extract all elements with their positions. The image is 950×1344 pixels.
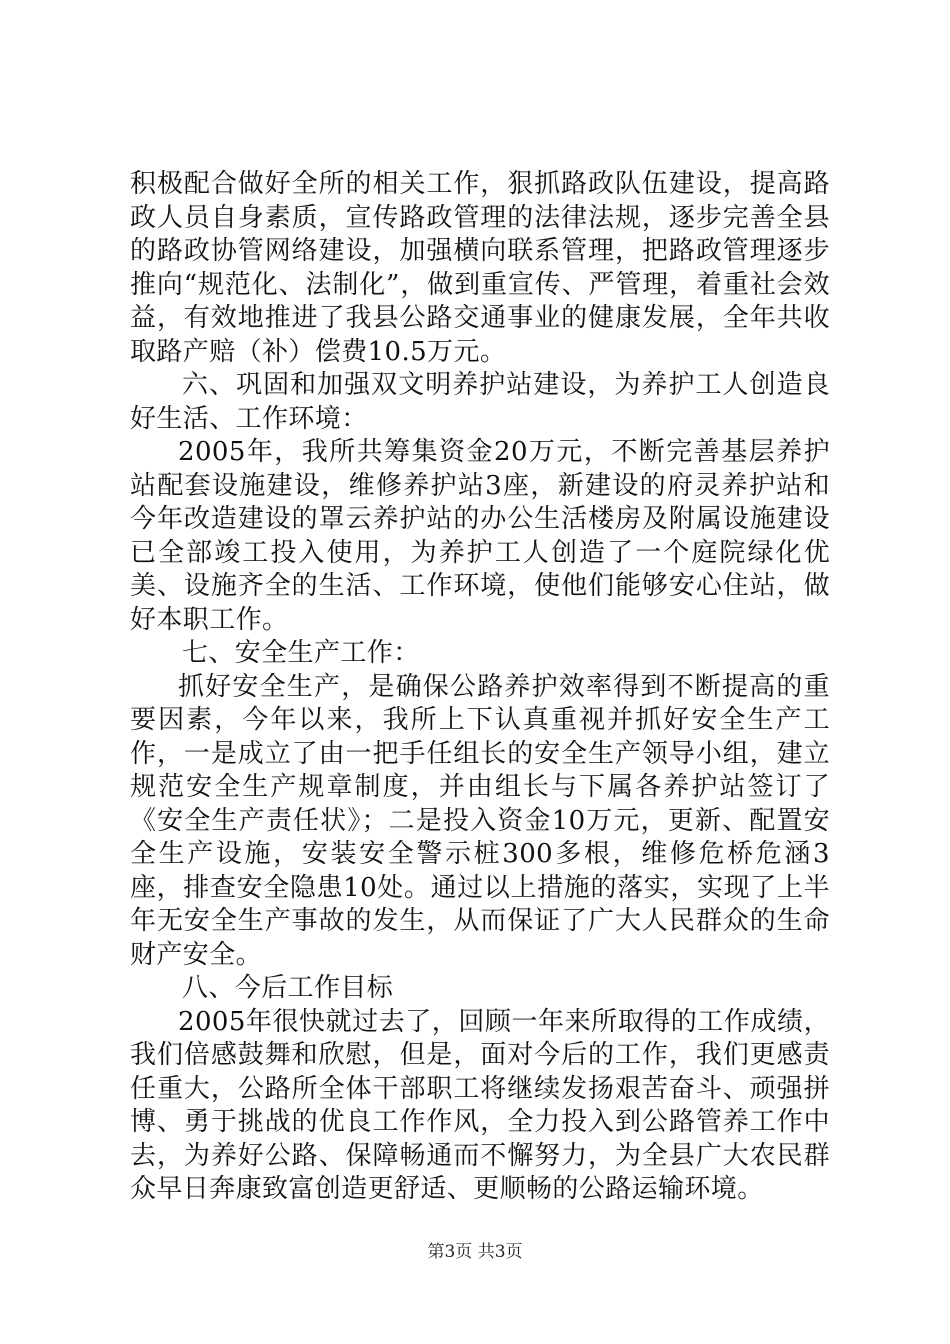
heading-section-eight: 八、今后工作目标 xyxy=(182,973,394,1003)
paragraph-safety-production: 抓好安全生产，是确保公路养护效率得到不断提高的重要因素，今年以来，我所上下认真重视并抓好安全生产工作，一是成立了由一把手任组长的安全生产领导小组，建立规范安全生产规章制度，并由组长与下属各养护站签订了《安全生产责任状》；二是投入资金10万元，更新、配置安全生产设施，安装安全警示桩300多根，维修危桥危涵3座，排查安全隐患10处。通过以上措施的落实，实现了上半年无安全生产事故的发生，从而保证了广大人民群众的生命财产安全。 xyxy=(130,671,830,970)
heading-section-seven: 七、安全生产工作： xyxy=(182,638,420,668)
paragraph-maintenance-stations: 2005年，我所共筹集资金20万元，不断完善基层养护站配套设施建设，维修养护站3座，新建设的府灵养护站和今年改造建设的罩云养护站的办公生活楼房及附属设施建设已全部竣工投入使用，为养护工人创造了一个庭院绿化优美、设施齐全的生活、工作环境，使他们能够安心住站，做好本职工作。 xyxy=(130,437,830,635)
page-number: 第3页 共3页 xyxy=(427,1242,523,1262)
heading-section-six: 六、巩固和加强双文明养护站建设，为养护工人创造良好生活、工作环境： xyxy=(130,370,830,434)
paragraph-future-goals: 2005年很快就过去了，回顾一年来所取得的工作成绩，我们倍感鼓舞和欣慰，但是，面对今后的工作，我们更感责任重大，公路所全体干部职工将继续发扬艰苦奋斗、顽强拼博、勇于挑战的优良工作作风，全力投入到公路管养工作中去，为养好公路、保障畅通而不懈努力，为全县广大农民群众早日奔康致富创造更舒适、更顺畅的公路运输环境。 xyxy=(130,1006,830,1204)
paragraph-road-administration: 积极配合做好全所的相关工作，狠抓路政队伍建设，提高路政人员自身素质，宣传路政管理的法律法规，逐步完善全县的路政协管网络建设，加强横向联系管理，把路政管理逐步推向“规范化、法制化”，做到重宣传、严管理，着重社会效益，有效地推进了我县公路交通事业的健康发展，全年共收取路产赔（补）偿费10.5万元。 xyxy=(130,169,830,367)
document-body xyxy=(130,168,830,1207)
page-footer xyxy=(0,1241,950,1263)
